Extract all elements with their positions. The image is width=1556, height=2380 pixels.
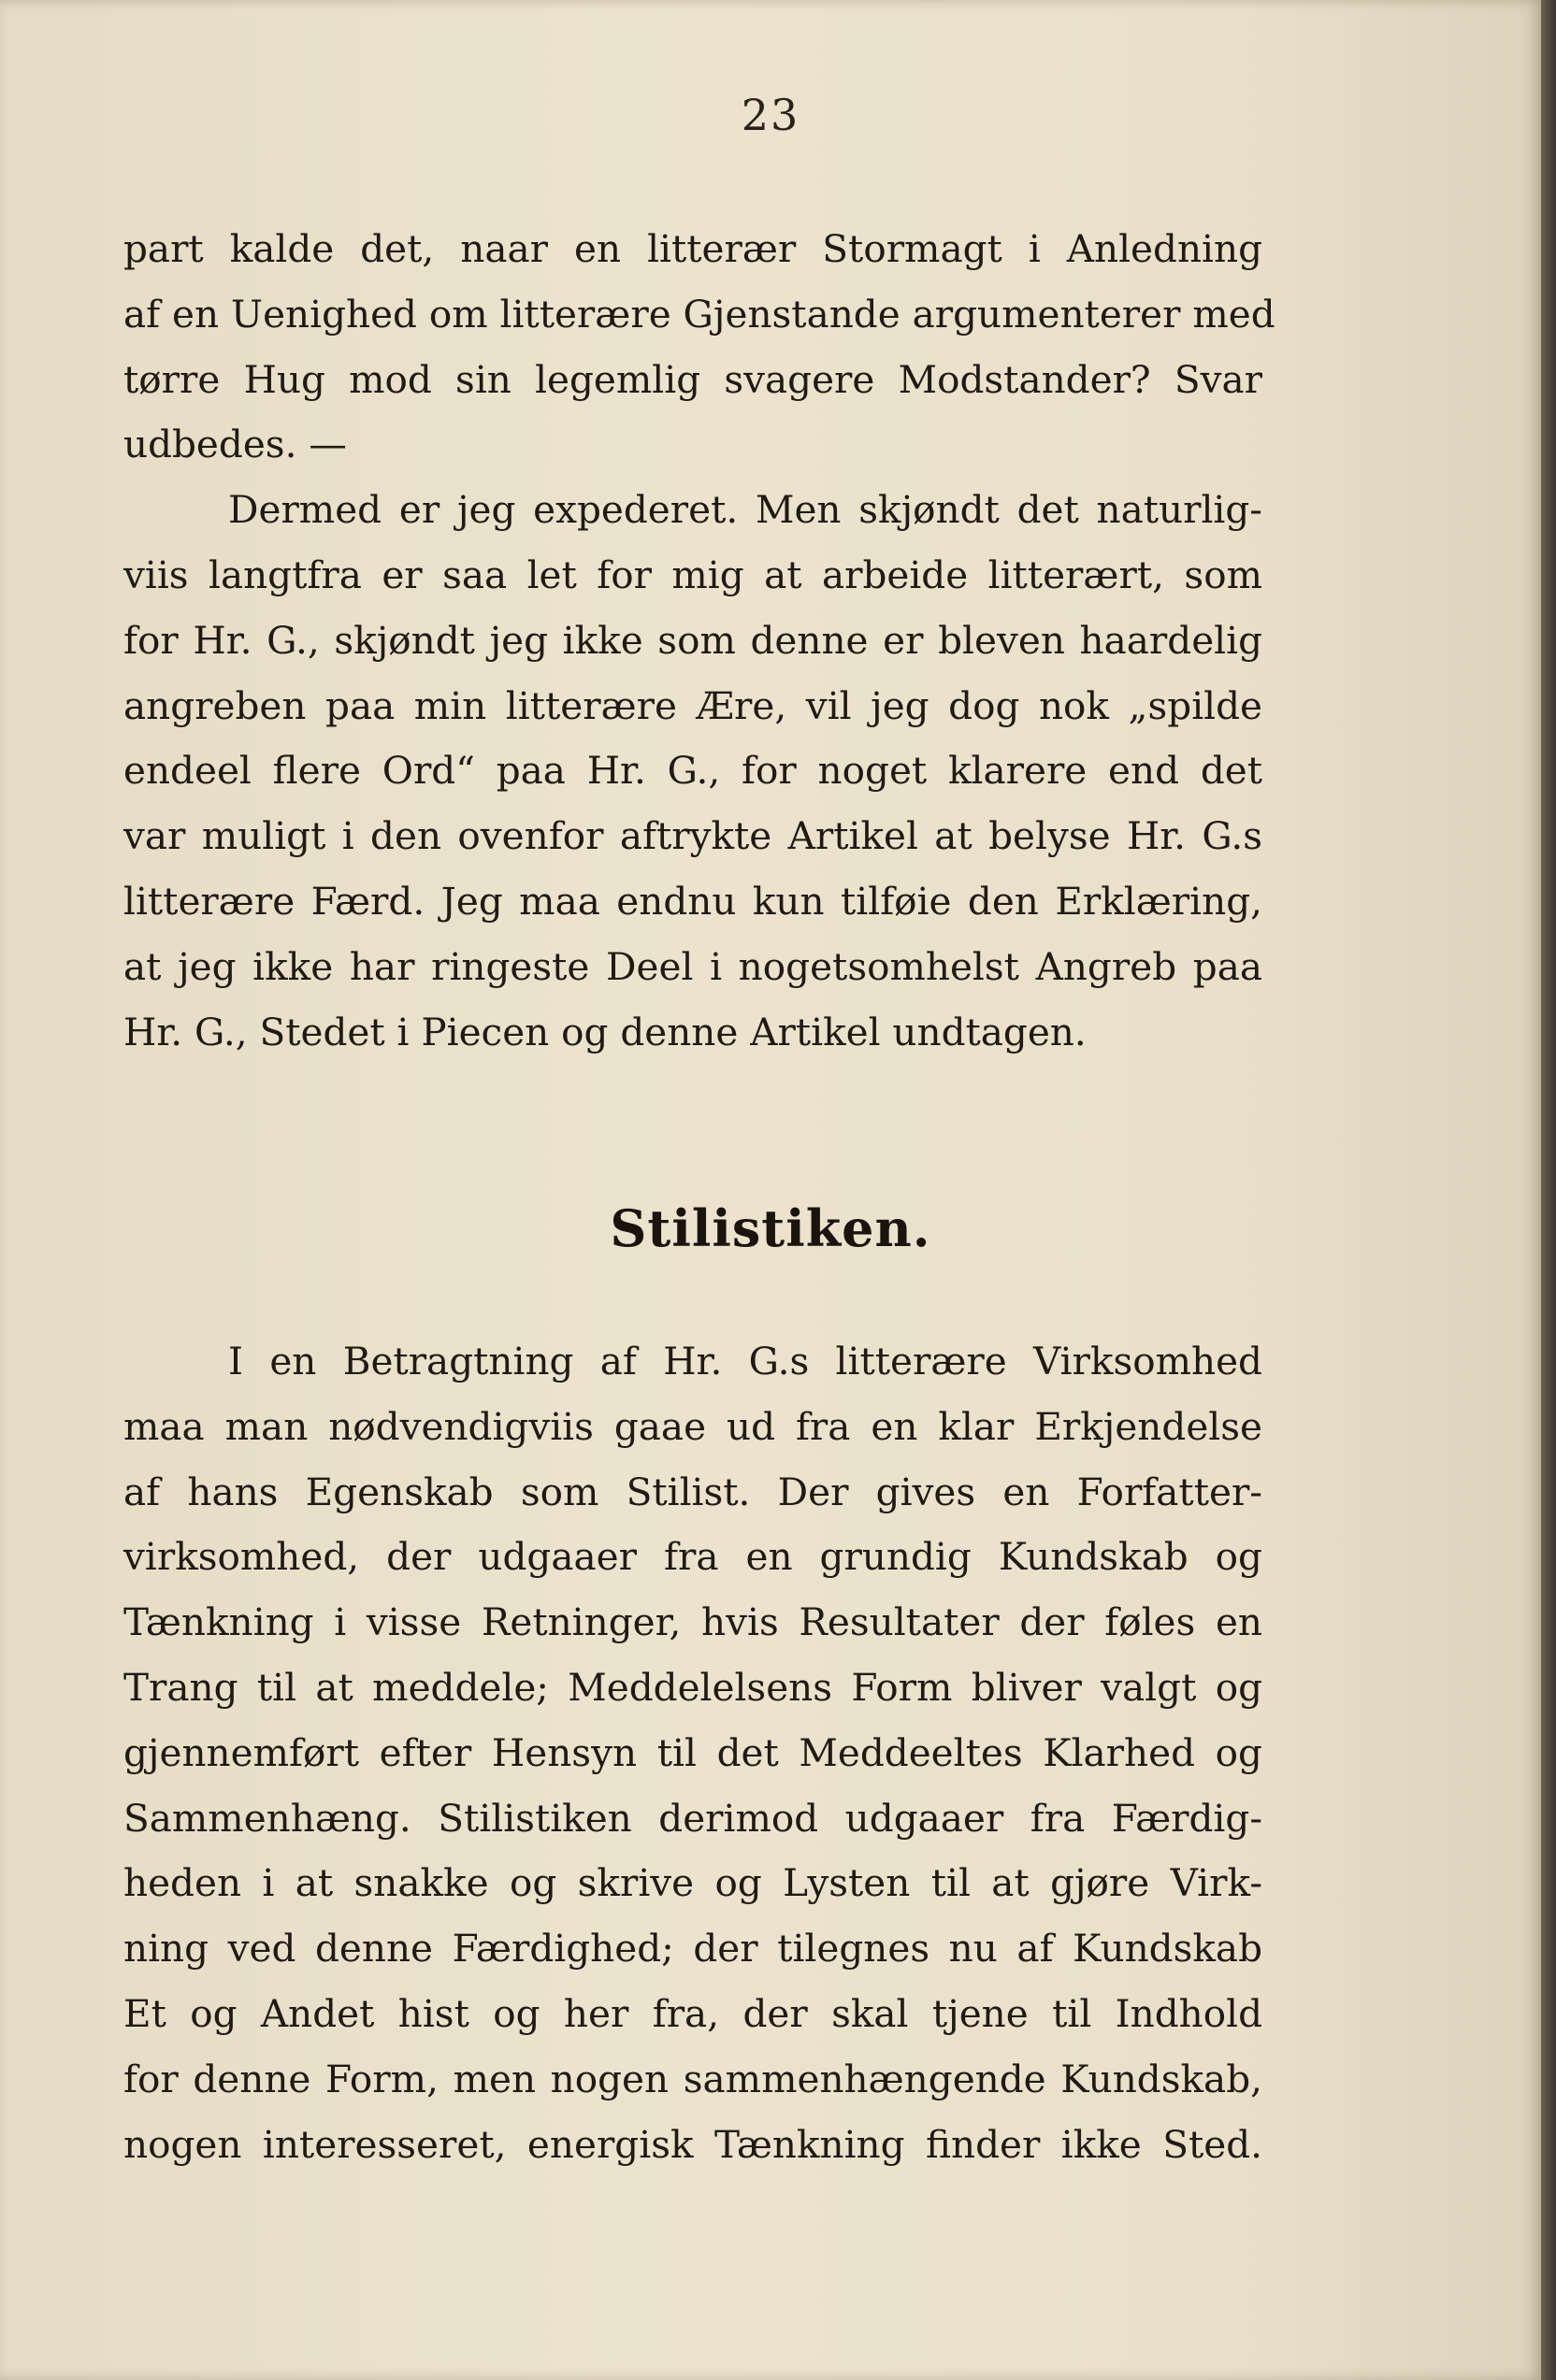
text-line: at jeg ikke har ringeste Deel i nogetsomhelst Angreb paa	[123, 943, 1262, 989]
text-line: tørre Hug mod sin legemlig svagere Modstander? Svar	[123, 356, 1262, 402]
page-number: 23	[741, 90, 800, 140]
text-line: var muligt i den ovenfor aftrykte Artikel at belyse Hr. G.s	[123, 813, 1262, 859]
text-line: litterære Færd. Jeg maa endnu kun tilføie den Erklæring,	[123, 878, 1262, 924]
text-line: Et og Andet hist og her fra, der skal tjene til Indhold	[123, 1990, 1262, 2036]
text-line: Sammenhæng. Stilistiken derimod udgaaer fra Færdig-	[123, 1795, 1262, 1841]
section-heading: Stilistiken.	[610, 1198, 931, 1258]
text-line: for denne Form, men nogen sammenhængende Kundskab,	[123, 2056, 1262, 2101]
body-text-top	[123, 217, 1275, 1065]
book-binding-edge	[1541, 0, 1556, 2380]
text-line: gjennemført efter Hensyn til det Meddeeltes Klarhed og	[123, 1729, 1262, 1775]
text-line: for Hr. G., skjøndt jeg ikke som denne er bleven haardelig	[123, 617, 1262, 663]
text-line: ning ved denne Færdighed; der tilegnes nu af Kundskab	[123, 1926, 1262, 1971]
text-line: Hr. G., Stedet i Piecen og denne Artikel undtagen.	[123, 1009, 1087, 1054]
text-line: part kalde det, naar en litterær Stormagt i Anledning	[123, 226, 1262, 271]
text-line: viis langtfra er saa let for mig at arbeide litterært, som	[123, 552, 1262, 597]
text-line: udbedes. —	[123, 422, 347, 467]
body-text-bottom	[123, 1329, 1262, 2177]
text-line: af hans Egenskab som Stilist. Der gives en Forfatter-	[123, 1469, 1262, 1514]
text-line: I en Betragtning af Hr. G.s litterære Virksomhed	[228, 1339, 1262, 1384]
text-line: af en Uenighed om litterære Gjenstande argumenterer med	[123, 291, 1275, 337]
text-line: maa man nødvendigviis gaae ud fra en klar Erkjendelse	[123, 1403, 1262, 1449]
text-line: virksomhed, der udgaaer fra en grundig Kundskab og	[123, 1534, 1262, 1580]
text-line: endeel flere Ord“ paa Hr. G., for noget klarere end det	[123, 748, 1262, 794]
text-line: nogen interesseret, energisk Tænkning finder ikke Sted.	[123, 2121, 1262, 2167]
text-line: Trang til at meddele; Meddelelsens Form bliver valgt og	[123, 1664, 1262, 1710]
text-line: heden i at snakke og skrive og Lysten til at gjøre Virk-	[123, 1860, 1262, 1906]
text-line: angreben paa min litterære Ære, vil jeg dog nok „spilde	[123, 682, 1262, 728]
text-line: Dermed er jeg expederet. Men skjøndt det naturlig-	[228, 487, 1262, 533]
text-line: Tænkning i visse Retninger, hvis Resultater der føles en	[123, 1599, 1262, 1645]
